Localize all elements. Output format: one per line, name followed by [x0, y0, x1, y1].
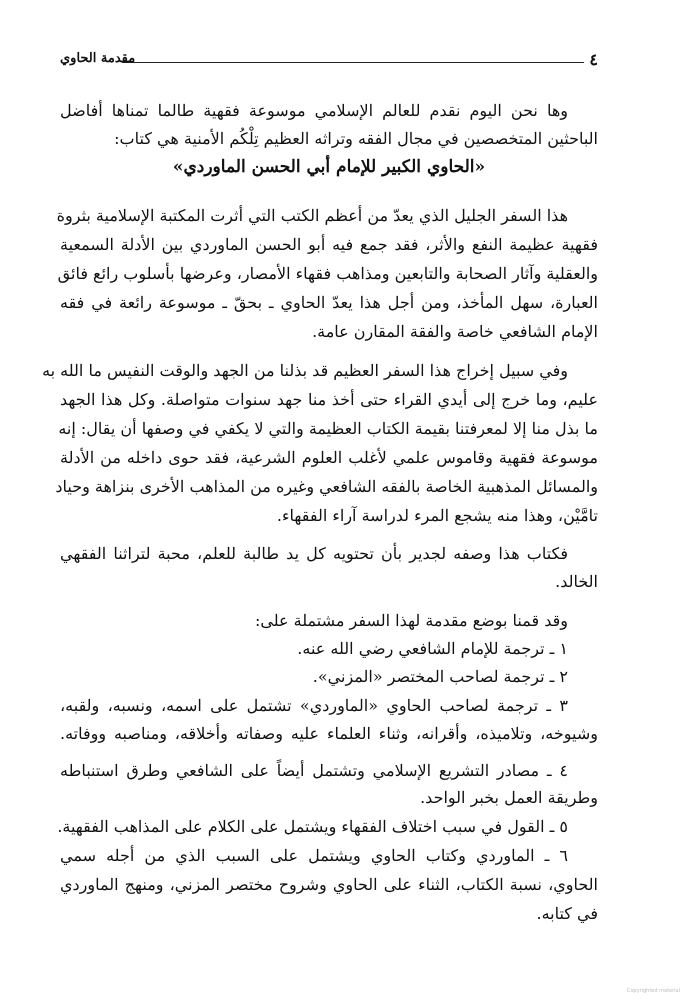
text-line: فكتاب هذا وصفه لجدير بأن تحتويه كل يد طالبة للعلم، محبة لتراثنا الفقهي: [60, 544, 568, 563]
text-line: عليم، وما خرج إلى أيدي القراء حتى أخذ منا جهد سنوات متواصلة. وكل هذا الجهد: [60, 390, 598, 409]
text-line: تامَّيْن، وهذا منه يشجع المرء لدراسة آراء الفقهاء.: [276, 506, 598, 525]
page-header: [60, 50, 598, 72]
text-line: والمسائل المذهبية الخاصة بالفقه الشافعي وغيره من المذاهب الأخرى بنزاهة وحياد: [55, 477, 598, 496]
book-title: «الحاوي الكبير للإمام أبي الحسن الماوردي»: [172, 157, 486, 177]
text-line: الباحثين المتخصصين في مجال الفقه وتراثه العظيم تِلْكُم الأمنية هي كتاب:: [114, 129, 598, 148]
text-line: ما بذل منا إلا لمعرفتنا بقيمة الكتاب العظيمة والتي لا يكفي في وصفها أن يقال: إنه: [58, 419, 598, 438]
text-line: وقد قمنا بوضع مقدمة لهذا السفر مشتملة على:: [255, 611, 568, 630]
text-line: ٥ ـ القول في سبب اختلاف الفقهاء ويشتمل على الكلام على المذاهب الفقهية.: [57, 817, 568, 836]
text-line: وفي سبيل إخراج هذا السفر العظيم قد بذلنا من الجهد والوقت النفيس ما الله به: [42, 361, 568, 380]
header-rule: [122, 62, 584, 63]
text-line: العبارة، سهل المأخذ، ومن أجل هذا يعدّ الحاوي ـ بحقّ ـ موسوعة رائعة في فقه: [60, 293, 598, 312]
text-line: هذا السفر الجليل الذي يعدّ من أعظم الكتب التي أثرت المكتبة الإسلامية بثروة: [56, 206, 568, 225]
text-line: الإمام الشافعي خاصة والفقة المقارن عامة.: [312, 322, 598, 341]
text-line: ٦ ـ الماوردي وكتاب الحاوي ويشتمل على السبب الذي من أجله سمي: [60, 846, 568, 865]
watermark: Copyrighted material: [626, 988, 680, 994]
text-line: ١ ـ ترجمة للإمام الشافعي رضي الله عنه.: [297, 639, 568, 658]
page-number: ٤: [589, 50, 598, 69]
text-line: ٣ ـ ترجمة لصاحب الحاوي «الماوردي» تشتمل على اسمه، ونسبه، ولقبه،: [60, 696, 568, 715]
text-line: الحاوي، نسبة الكتاب، الثناء على الحاوي وشروح مختصر المزني، ومنهج الماوردي: [60, 875, 598, 894]
text-line: موسوعة فقهية وقاموس علمي لأغلب العلوم الشرعية، فقد حوى داخله من الأدلة: [60, 448, 598, 467]
text-line: فقهية عظيمة النفع والأثر، فقد جمع فيه أبو الحسن الماوردي بين الأدلة السمعية: [60, 235, 598, 254]
text-line: وشيوخه، وتلاميذه، وأقرانه، وثناء العلماء عليه وصفاته وأخلاقه، ومناصبه ووفاته.: [60, 724, 598, 743]
text-line: والعقلية وآثار الصحابة والتابعين ومذاهب فقهاء الأمصار، وعرضها بأسلوب رائع فائق: [57, 264, 598, 283]
text-line: وطريقة العمل بخبر الواحد.: [420, 788, 598, 807]
running-title: مقدمة الحاوي: [60, 51, 136, 66]
text-line: الخالد.: [555, 572, 598, 591]
text-line: وها نحن اليوم نقدم للعالم الإسلامي موسوعة فقهية طالما تمناها أفاضل: [60, 101, 568, 120]
text-line: في كتابه.: [536, 904, 598, 923]
text-line: ٤ ـ مصادر التشريع الإسلامي وتشتمل أيضاً على الشافعي وطرق استنباطه: [60, 761, 568, 780]
text-line: ٢ ـ ترجمة لصاحب المختصر «المزني».: [312, 667, 568, 686]
